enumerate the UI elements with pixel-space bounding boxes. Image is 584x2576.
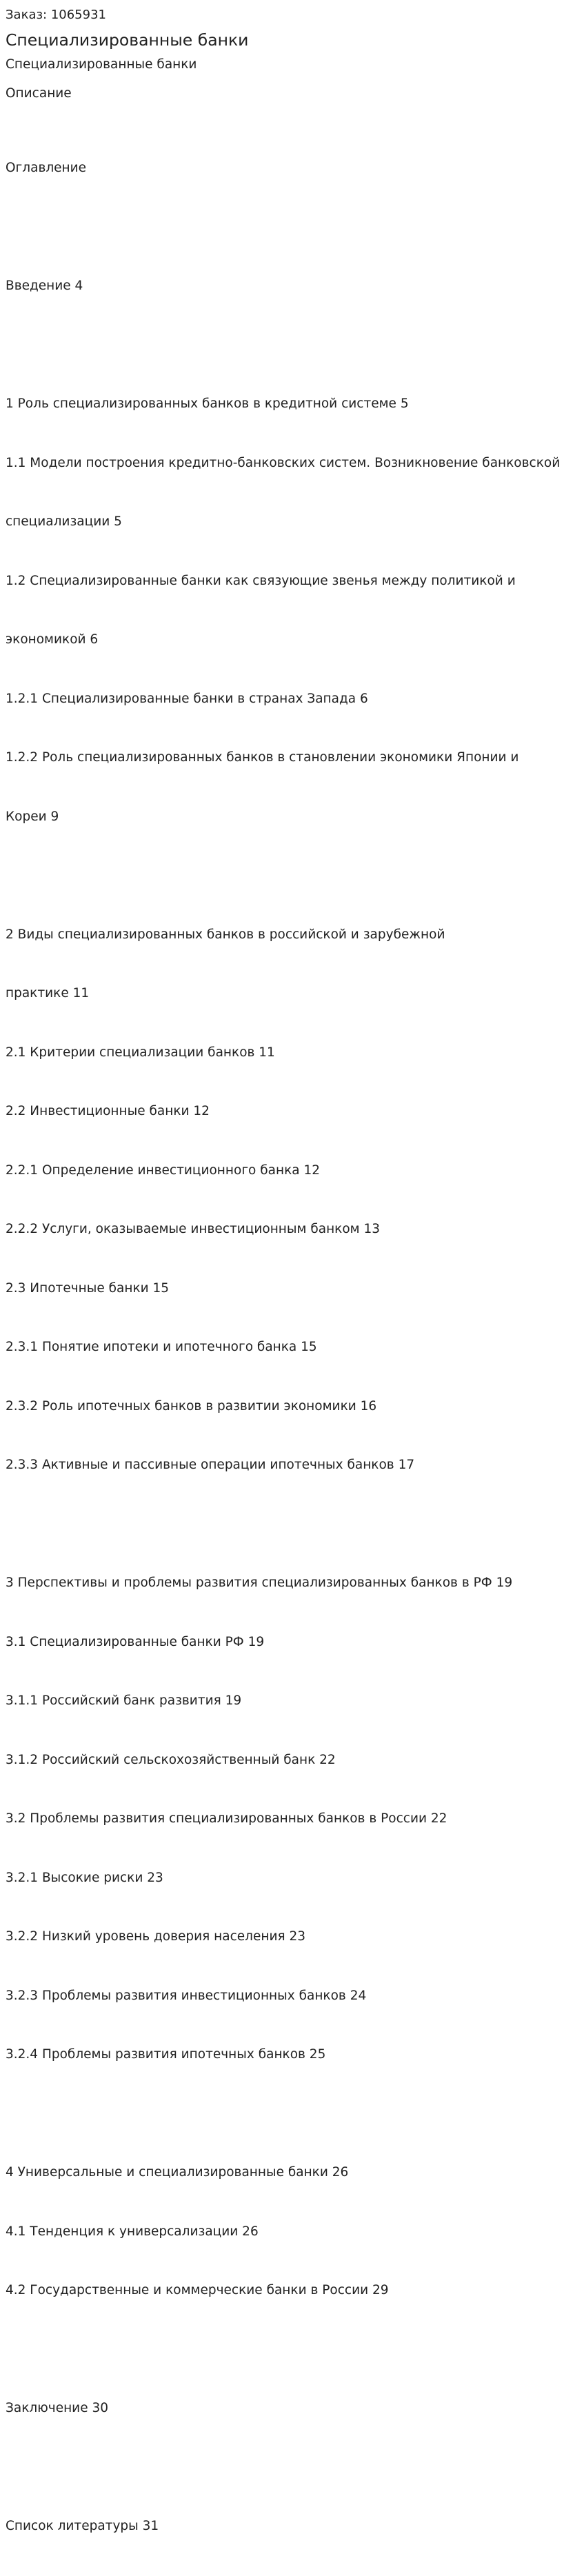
toc-line: 4 Универсальные и специализированные банки 26 bbox=[6, 2165, 349, 2180]
toc-line: Кореи 9 bbox=[6, 809, 59, 824]
toc-line: специализации 5 bbox=[6, 514, 122, 529]
toc-line: 2.3 Ипотечные банки 15 bbox=[6, 1280, 170, 1296]
toc-line bbox=[6, 2340, 578, 2360]
toc-line: практике 11 bbox=[6, 986, 90, 1000]
toc-line: 3 Перспективы и проблемы развития специализированных банков в РФ 19 bbox=[6, 1576, 513, 1590]
order-number: Заказ: 1065931 bbox=[6, 8, 106, 22]
toc-line: 4.1 Тенденция к универсализации 26 bbox=[6, 2224, 259, 2239]
toc-line bbox=[6, 336, 578, 356]
toc-line: 1.2 Специализированные банки как связующие звенья между политикой и bbox=[6, 573, 516, 588]
toc-line: 2.3.2 Роль ипотечных банков в развитии экономики 16 bbox=[6, 1398, 377, 1413]
toc-line: 3.1.2 Российский сельскохозяйственный банк 22 bbox=[6, 1752, 336, 1767]
page-subtitle: Специализированные банки bbox=[6, 57, 197, 72]
table-of-contents bbox=[6, 119, 578, 2576]
toc-line: 3.2.4 Проблемы развития ипотечных банков 25 bbox=[6, 2047, 326, 2062]
toc-line: 1 Роль специализированных банков в кредитной системе 5 bbox=[6, 396, 409, 411]
toc-line: 2.2.2 Услуги, оказываемые инвестиционным банком 13 bbox=[6, 1222, 381, 1236]
toc-line: 2 Виды специализированных банков в российской и зарубежной bbox=[6, 927, 445, 942]
toc-line: 3.1.1 Российский банк развития 19 bbox=[6, 1693, 242, 1708]
toc-line: 2.2 Инвестиционные банки 12 bbox=[6, 1104, 210, 1118]
toc-line: Список литературы 31 bbox=[6, 2519, 159, 2533]
toc-line: Заключение 30 bbox=[6, 2401, 109, 2415]
toc-line bbox=[6, 2104, 578, 2124]
toc-line: 2.2.1 Определение инвестиционного банка 12 bbox=[6, 1163, 321, 1178]
toc-line bbox=[6, 1515, 578, 1535]
toc-line: Введение 4 bbox=[6, 279, 83, 293]
toc-line: 2.1 Критерии специализации банков 11 bbox=[6, 1045, 275, 1060]
toc-line: 2.3.1 Понятие ипотеки и ипотечного банка 15 bbox=[6, 1340, 317, 1354]
toc-line: 1.2.2 Роль специализированных банков в становлении экономики Японии и bbox=[6, 750, 519, 765]
toc-line: 3.2.2 Низкий уровень доверия населения 23 bbox=[6, 1929, 306, 1944]
toc-line bbox=[6, 866, 578, 886]
toc-line: 3.2 Проблемы развития специализированных банков в России 22 bbox=[6, 1811, 447, 1826]
toc-line: 3.2.1 Высокие риски 23 bbox=[6, 1870, 163, 1885]
toc-line: 1.1 Модели построения кредитно-банковских систем. Возникновение банковской bbox=[6, 455, 561, 470]
toc-line: 2.3.3 Активные и пассивные операции ипотечных банков 17 bbox=[6, 1458, 415, 1472]
toc-line: 3.1 Специализированные банки РФ 19 bbox=[6, 1634, 265, 1649]
toc-heading: Оглавление bbox=[6, 161, 87, 175]
toc-line: экономикой 6 bbox=[6, 632, 99, 647]
description-heading: Описание bbox=[6, 86, 72, 101]
toc-line bbox=[6, 2458, 578, 2478]
toc-line bbox=[6, 218, 578, 238]
toc-line: 3.2.3 Проблемы развития инвестиционных банков 24 bbox=[6, 1988, 367, 2003]
page-title: Специализированные банки bbox=[6, 30, 249, 50]
toc-line: 1.2.1 Специализированные банки в странах Запада 6 bbox=[6, 691, 368, 706]
toc-line: 4.2 Государственные и коммерческие банки в России 29 bbox=[6, 2283, 389, 2297]
